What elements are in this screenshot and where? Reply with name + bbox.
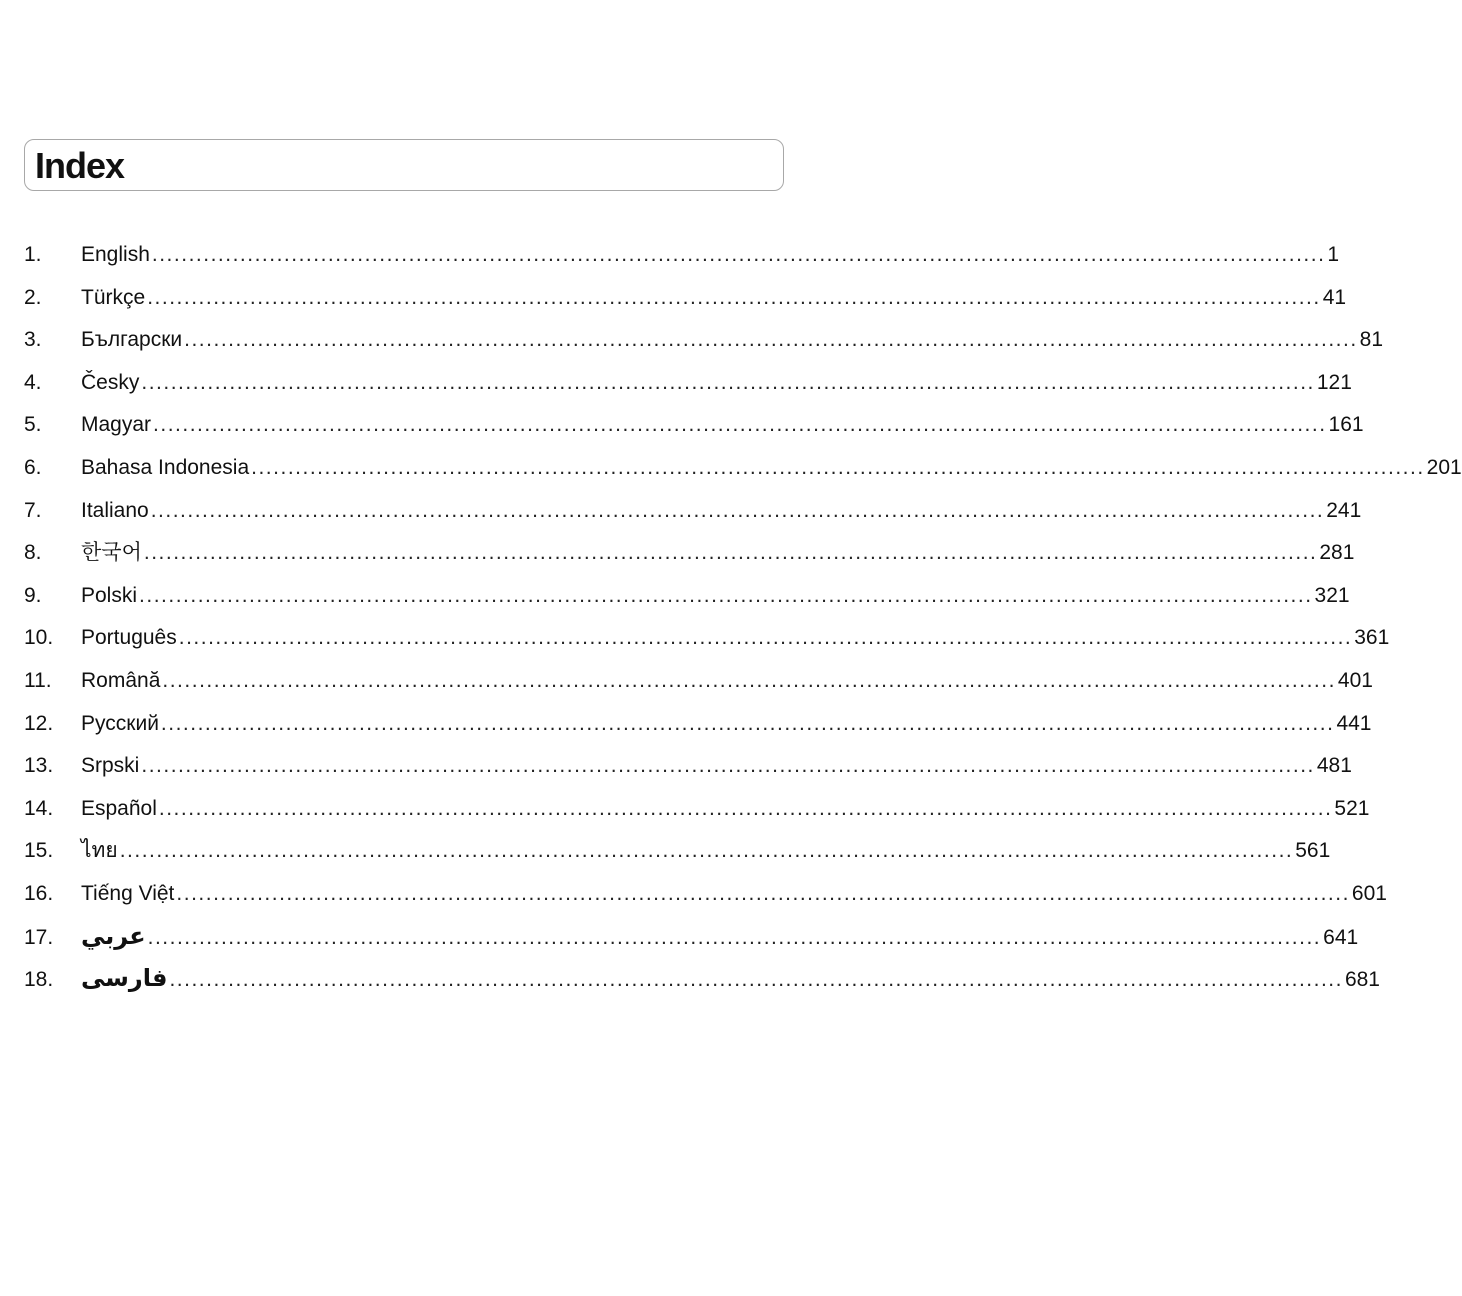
language-name: Português: [81, 626, 177, 650]
page-number: 201: [1426, 455, 1462, 479]
language-name: Polski: [81, 583, 138, 607]
dot-leader: ................................................................................................................................................................: [160, 711, 1335, 735]
language-name: Español: [81, 796, 157, 820]
dot-leader: ................................................................................................................................................................: [176, 881, 1350, 905]
language-name: Srpski: [81, 754, 140, 778]
entry-number: 10.: [24, 626, 54, 650]
page-number: 681: [1344, 968, 1380, 992]
dot-leader: ................................................................................................................................................................: [141, 754, 1315, 778]
language-name: Română: [81, 668, 161, 692]
toc-entry[interactable]: [24, 703, 1372, 746]
language-name: 한국어: [81, 541, 142, 565]
page-title: Index: [35, 145, 125, 186]
entry-number: 3.: [24, 328, 42, 352]
toc-entry[interactable]: [24, 660, 1373, 703]
language-name: Italiano: [81, 498, 149, 522]
dot-leader: ................................................................................................................................................................: [147, 285, 1321, 309]
dot-leader: ................................................................................................................................................................: [184, 328, 1358, 352]
index-title-box: [24, 139, 784, 191]
language-name: Bahasa Indonesia: [81, 455, 250, 479]
language-name: Tiếng Việt: [81, 881, 175, 905]
dot-leader: ................................................................................................................................................................: [153, 413, 1327, 437]
entry-number: 12.: [24, 711, 54, 735]
entry-number: 15.: [24, 839, 54, 863]
dot-leader: ................................................................................................................................................................: [141, 370, 1315, 394]
entry-number: 14.: [24, 796, 54, 820]
language-name: فارسی: [81, 965, 168, 993]
toc-entry[interactable]: [24, 830, 1331, 873]
page-number: 321: [1314, 583, 1350, 607]
page-number: 361: [1354, 626, 1390, 650]
table-of-contents: [24, 234, 1462, 1001]
entry-number: 18.: [24, 968, 54, 992]
dot-leader: ................................................................................................................................................................: [147, 925, 1322, 949]
language-name: English: [81, 243, 150, 266]
entry-number: 9.: [24, 583, 42, 607]
toc-entry[interactable]: [24, 319, 1384, 362]
entry-number: 17.: [24, 925, 54, 949]
language-name: Magyar: [81, 413, 152, 437]
dot-leader: ................................................................................................................................................................: [178, 626, 1353, 650]
entry-number: 5.: [24, 413, 42, 437]
toc-entry[interactable]: [24, 788, 1370, 831]
page-number: 41: [1322, 285, 1347, 309]
dot-leader: ................................................................................................................................................................: [169, 968, 1343, 992]
dot-leader: ................................................................................................................................................................: [162, 668, 1336, 692]
toc-entry[interactable]: [24, 404, 1364, 447]
entry-number: 11.: [24, 668, 52, 692]
language-name: Česky: [81, 370, 140, 394]
page-number: 121: [1316, 370, 1352, 394]
toc-entry[interactable]: [24, 873, 1387, 916]
toc-entry[interactable]: [24, 234, 1340, 277]
page-number: 521: [1334, 796, 1370, 820]
page-number: 601: [1351, 881, 1387, 905]
entry-number: 6.: [24, 455, 42, 479]
toc-entry[interactable]: [24, 958, 1380, 1001]
entry-number: 4.: [24, 370, 42, 394]
page-number: 641: [1323, 925, 1359, 949]
entry-number: 2.: [24, 285, 42, 309]
dot-leader: ................................................................................................................................................................: [143, 541, 1318, 565]
page-number: 401: [1337, 668, 1373, 692]
toc-entry[interactable]: [24, 277, 1347, 320]
toc-entry[interactable]: [24, 362, 1352, 405]
toc-entry[interactable]: [24, 617, 1390, 660]
dot-leader: ................................................................................................................................................................: [119, 839, 1294, 863]
page-number: 441: [1336, 711, 1372, 735]
toc-entry[interactable]: [24, 532, 1355, 575]
language-name: Türkçe: [81, 285, 146, 309]
language-name: Русский: [81, 711, 159, 735]
language-name: Български: [81, 328, 183, 352]
entry-number: 1.: [24, 243, 42, 266]
entry-number: 8.: [24, 541, 42, 565]
language-name: ไทย: [81, 839, 118, 863]
page-number: 561: [1295, 839, 1331, 863]
toc-entry[interactable]: [24, 575, 1350, 618]
dot-leader: ................................................................................................................................................................: [139, 583, 1313, 607]
page-number: 81: [1359, 328, 1384, 352]
dot-leader: ................................................................................................................................................................: [251, 455, 1425, 479]
toc-entry[interactable]: [24, 447, 1462, 490]
entry-number: 13.: [24, 754, 54, 778]
toc-entry[interactable]: [24, 490, 1362, 533]
language-name: عربي: [81, 922, 146, 950]
entry-number: 7.: [24, 498, 42, 522]
toc-entry[interactable]: [24, 916, 1359, 959]
dot-leader: ................................................................................................................................................................: [158, 796, 1333, 820]
page-number: 1: [1327, 243, 1340, 266]
page-number: 481: [1316, 754, 1352, 778]
dot-leader: ................................................................................................................................................................: [150, 498, 1325, 522]
page-number: 241: [1326, 498, 1362, 522]
page-number: 161: [1328, 413, 1364, 437]
toc-entry[interactable]: [24, 745, 1352, 788]
page-number: 281: [1319, 541, 1355, 565]
entry-number: 16.: [24, 881, 54, 905]
dot-leader: ................................................................................................................................................................: [151, 243, 1326, 266]
